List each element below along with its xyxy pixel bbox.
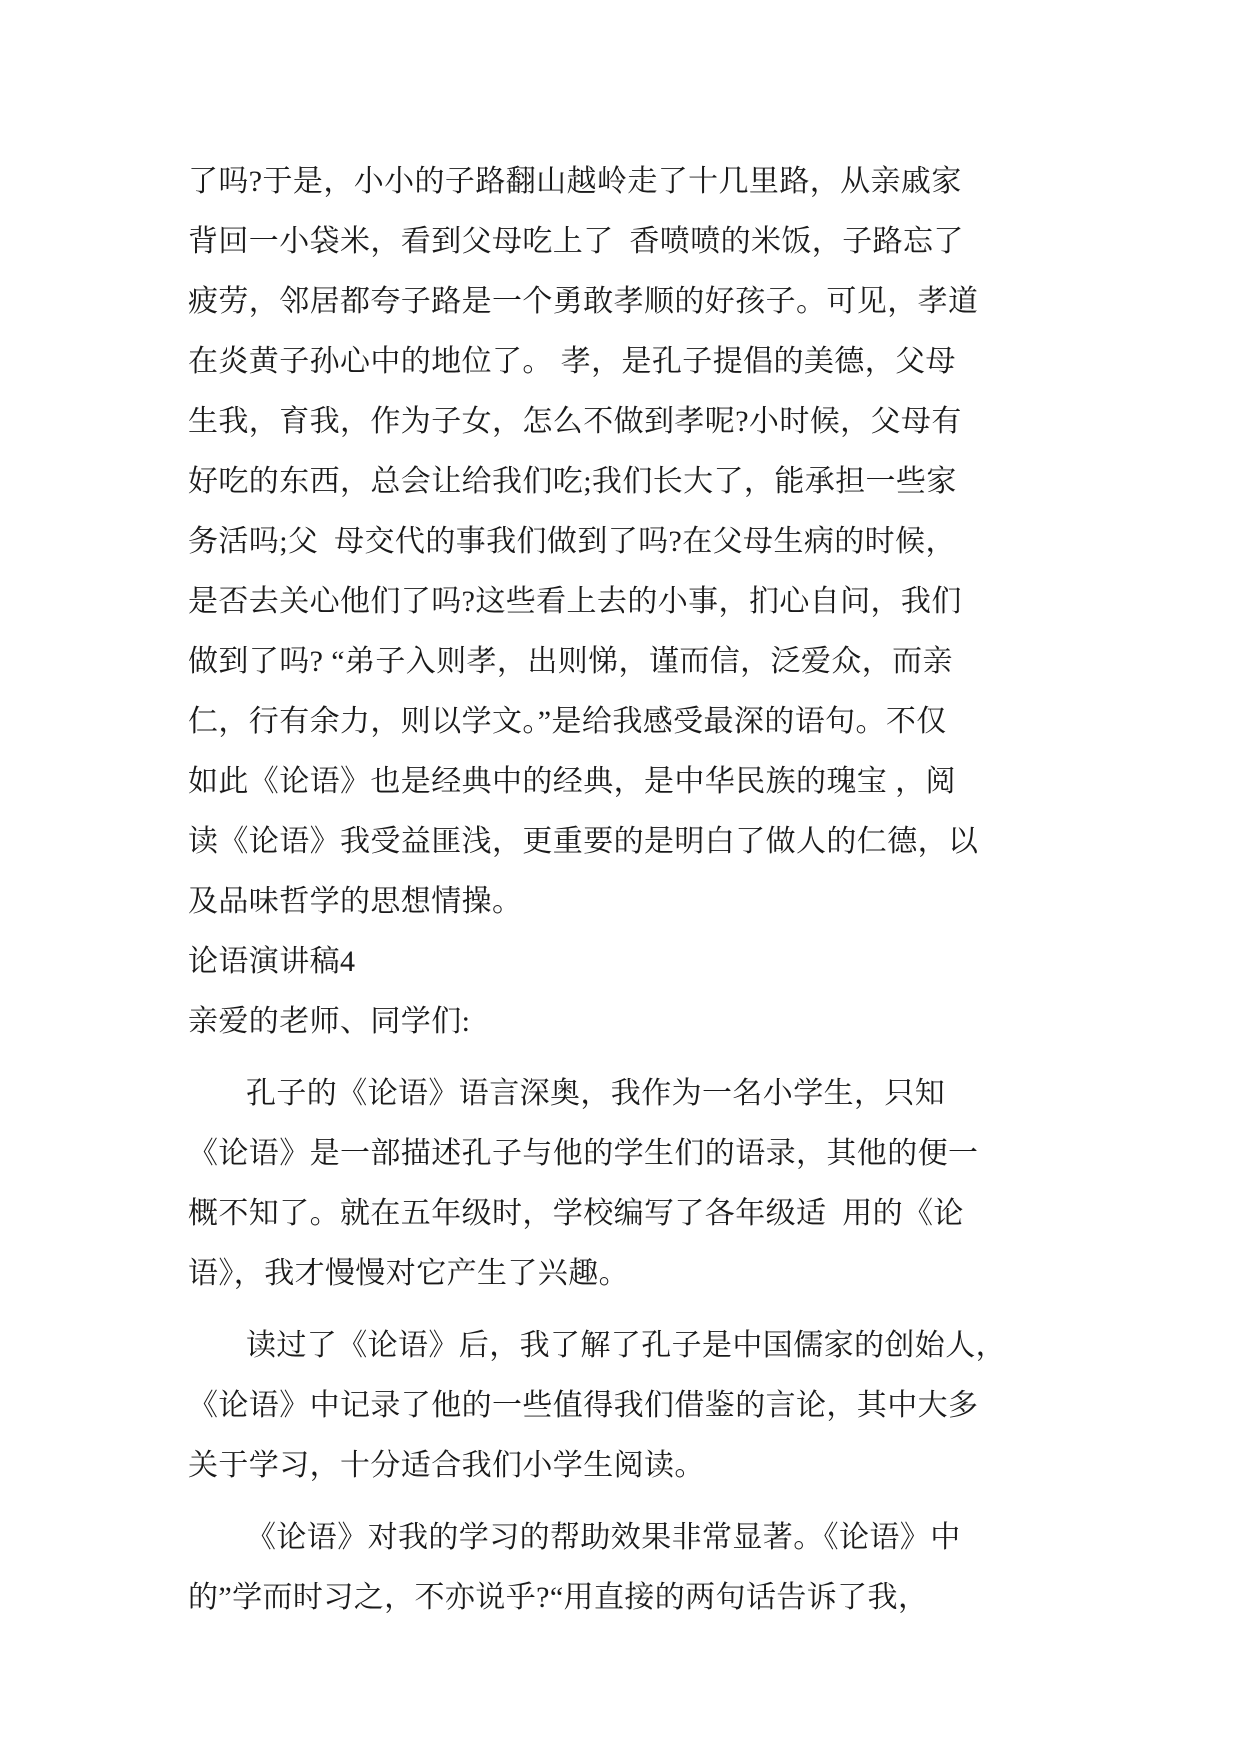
section-heading: [188, 932, 1068, 992]
text-line: 读《论语》我受益匪浅，更重要的是明白了做人的仁德，以: [188, 825, 979, 858]
text-line: 的”学而时习之，不亦说乎?“用直接的两句话告诉了我，: [188, 1581, 929, 1614]
text-line: 背回一小袋米，看到父母吃上了 香喷喷的米饭，子路忘了: [188, 225, 964, 258]
text-line: 概不知了。就在五年级时，学校编写了各年级适 用的《论: [188, 1197, 964, 1230]
text-line: 在炎黄子孙心中的地位了。 孝，是孔子提倡的美德，父母: [188, 345, 956, 378]
text-line: 了吗?于是，小小的子路翻山越岭走了十几里路，从亲戚家: [188, 165, 962, 198]
text-line: 做到了吗? “弟子入则孝，出则悌，谨而信，泛爱众，而亲: [188, 645, 953, 678]
text-line: 是否去关心他们了吗?这些看上去的小事，扪心自问，我们: [188, 585, 962, 618]
paragraph-intro: [188, 1064, 1068, 1304]
text-line: 好吃的东西，总会让给我们吃;我们长大了，能承担一些家: [188, 465, 957, 498]
text-line: 《论语》是一部描述孔子与他的学生们的语录，其他的便一: [188, 1137, 979, 1170]
paragraph-continuation: [188, 152, 1068, 932]
text-line: 语》，我才慢慢对它产生了兴趣。: [188, 1257, 629, 1290]
text-line: 务活吗;父 母交代的事我们做到了吗?在父母生病的时候，: [188, 525, 956, 558]
text-line: 关于学习，十分适合我们小学生阅读。: [188, 1449, 705, 1482]
paragraph-reading: [188, 1316, 1068, 1496]
text-line: 读过了《论语》后，我了解了孔子是中国儒家的创始人，: [246, 1329, 1006, 1362]
salutation-text: 亲爱的老师、同学们:: [188, 1005, 471, 1038]
text-line: 及品味哲学的思想情操。: [188, 885, 523, 918]
document-page: [188, 152, 1068, 1628]
heading-text: 论语演讲稿4: [188, 945, 356, 978]
text-line: 《论语》中记录了他的一些值得我们借鉴的言论，其中大多: [188, 1389, 979, 1422]
text-line: 仁，行有余力，则以学文。”是给我感受最深的语句。不仅: [188, 705, 947, 738]
text-line: 如此《论语》也是经典中的经典，是中华民族的瑰宝 ，阅: [188, 765, 956, 798]
text-line: 孔子的《论语》语言深奥，我作为一名小学生，只知: [246, 1077, 946, 1110]
text-line: 《论语》对我的学习的帮助效果非常显著。《论语》中: [246, 1521, 961, 1554]
text-line: 生我，育我，作为子女，怎么不做到孝呢?小时候，父母有: [188, 405, 962, 438]
paragraph-effect: [188, 1508, 1068, 1628]
salutation: [188, 992, 1068, 1052]
text-line: 疲劳，邻居都夸子路是一个勇敢孝顺的好孩子。可见，孝道: [188, 285, 979, 318]
